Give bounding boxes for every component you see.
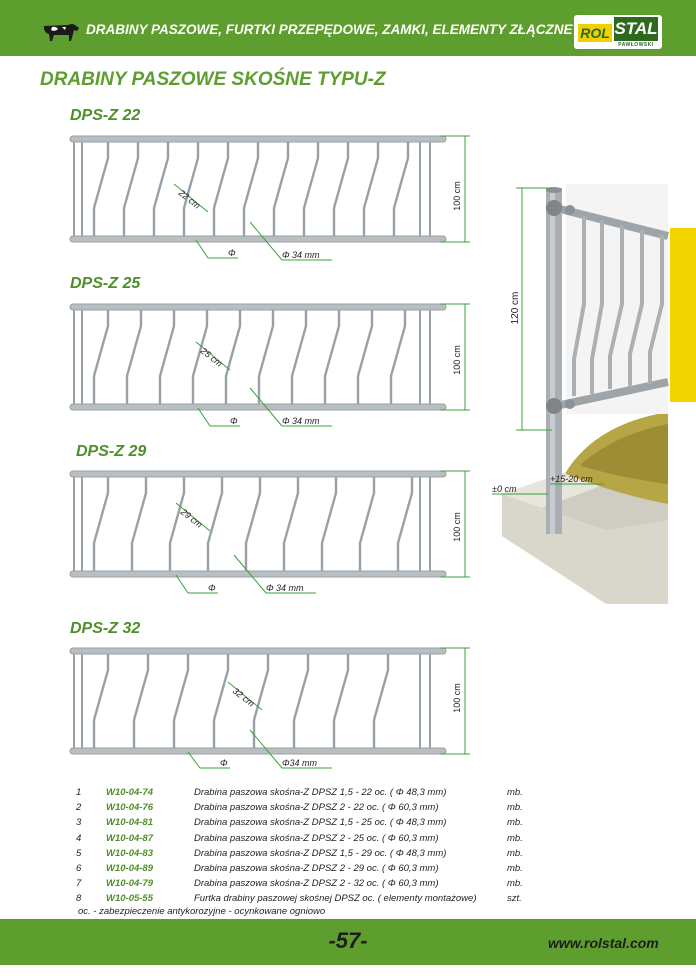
footnote: oc. - zabezpieczenie antykorozyjne - ocynkowane ogniowo <box>78 906 326 917</box>
part-unit: mb. <box>507 817 523 829</box>
logo-subtitle: PAWŁOWSKI <box>618 42 654 48</box>
z-bar <box>94 654 108 748</box>
table-row <box>68 846 547 861</box>
part-description: Drabina paszowa skośna-Z DPSZ 2 - 22 oc. ( Φ 60,3 mm) <box>194 802 439 814</box>
rolstal-logo <box>574 15 662 49</box>
z-bar <box>226 310 240 404</box>
part-code: W10-04-81 <box>106 817 153 829</box>
z-bar <box>364 142 378 236</box>
table-row <box>68 876 547 891</box>
z-bar <box>132 477 146 571</box>
z-bar <box>254 654 268 748</box>
part-number: 1 <box>76 787 82 799</box>
z-bar <box>358 310 372 404</box>
z-bar <box>134 654 148 748</box>
page-heading: DRABINY PASZOWE SKOŚNE TYPU-Z <box>40 69 386 90</box>
part-description: Drabina paszowa skośna-Z DPSZ 2 - 29 oc. ( Φ 60,3 mm) <box>194 863 439 875</box>
z-bar <box>294 654 308 748</box>
ladder-drawing-dpsz-32 <box>60 640 490 780</box>
z-bar <box>94 310 108 404</box>
z-bar <box>160 310 174 404</box>
cow-icon <box>40 20 80 42</box>
z-bar <box>94 477 108 571</box>
part-code: W10-04-76 <box>106 802 153 814</box>
ladder-drawing-dpsz-22 <box>60 128 490 268</box>
part-unit: mb. <box>507 863 523 875</box>
phi-label: Φ <box>230 416 238 426</box>
installation-photo <box>486 184 670 604</box>
part-number: 6 <box>76 863 82 875</box>
part-description: Drabina paszowa skośna-Z DPSZ 2 - 25 oc. ( Φ 60,3 mm) <box>194 832 439 844</box>
z-bar <box>214 142 228 236</box>
part-unit: mb. <box>507 802 523 814</box>
z-bar <box>334 142 348 236</box>
z-bar <box>174 654 188 748</box>
pipe-label: Φ34 mm <box>282 758 318 768</box>
part-description: Furtka drabiny paszowej skośnej DPSZ oc. ( elementy montażowe) <box>194 893 477 905</box>
table-row <box>68 785 547 800</box>
table-row <box>68 861 547 876</box>
top-rail <box>70 304 446 310</box>
spacing-label: 22 cm <box>176 187 203 211</box>
part-code: W10-05-55 <box>106 893 153 905</box>
z-bar <box>170 477 184 571</box>
part-unit: mb. <box>507 878 523 890</box>
top-rail <box>70 648 446 654</box>
part-code: W10-04-83 <box>106 847 153 859</box>
part-number: 4 <box>76 832 82 844</box>
z-bar <box>154 142 168 236</box>
phi-label: Φ <box>220 758 228 768</box>
part-description: Drabina paszowa skośna-Z DPSZ 2 - 32 oc. ( Φ 60,3 mm) <box>194 878 439 890</box>
part-unit: mb. <box>507 787 523 799</box>
photo-level-label: ±0 cm <box>492 484 517 494</box>
website-link[interactable]: www.rolstal.com <box>548 935 659 951</box>
z-bar <box>394 142 408 236</box>
ladder-drawing-dpsz-29 <box>60 463 490 603</box>
z-bar <box>94 142 108 236</box>
top-rail <box>70 471 446 477</box>
part-number: 5 <box>76 847 82 859</box>
table-row <box>68 815 547 830</box>
z-bar <box>292 310 306 404</box>
part-number: 7 <box>76 878 82 890</box>
page-number: -57- <box>328 928 368 953</box>
pipe-label: Φ 34 mm <box>282 416 320 426</box>
part-description: Drabina paszowa skośna-Z DPSZ 1,5 - 22 oc. ( Φ 48,3 mm) <box>194 787 447 799</box>
ladder-drawing-dpsz-25 <box>60 296 490 436</box>
z-bar <box>208 477 222 571</box>
table-row <box>68 800 547 815</box>
spacing-label: 29 cm <box>178 506 205 530</box>
z-bar <box>244 142 258 236</box>
model-title-2: DPS-Z 25 <box>70 275 141 292</box>
part-description: Drabina paszowa skośna-Z DPSZ 1,5 - 29 oc. ( Φ 48,3 mm) <box>194 847 447 859</box>
photo-height-label: 120 cm <box>510 291 521 325</box>
part-code: W10-04-87 <box>106 832 153 844</box>
z-bar <box>259 310 273 404</box>
part-unit: szt. <box>507 893 522 905</box>
z-bar <box>304 142 318 236</box>
top-rail <box>70 136 446 142</box>
table-row <box>68 891 547 906</box>
logo-stal: STAL <box>614 17 658 41</box>
part-description: Drabina paszowa skośna-Z DPSZ 1,5 - 25 oc. ( Φ 48,3 mm) <box>194 817 447 829</box>
height-label: 100 cm <box>452 512 462 542</box>
bottom-rail <box>70 236 446 242</box>
z-bar <box>391 310 405 404</box>
photo-offset-label: +15-20 cm <box>550 474 593 484</box>
parts-table <box>68 785 547 907</box>
spacing-label: 32 cm <box>230 685 257 709</box>
height-label: 100 cm <box>452 345 462 375</box>
height-label: 100 cm <box>452 683 462 713</box>
height-label: 100 cm <box>452 181 462 211</box>
pipe-label: Φ 34 mm <box>282 250 320 260</box>
table-row <box>68 831 547 846</box>
part-code: W10-04-89 <box>106 863 153 875</box>
bottom-rail <box>70 571 446 577</box>
part-unit: mb. <box>507 832 523 844</box>
part-code: W10-04-74 <box>106 787 153 799</box>
z-bar <box>325 310 339 404</box>
header-title: DRABINY PASZOWE, FURTKI PRZEPĘDOWE, ZAMKI, ELEMENTY ZŁĄCZNE <box>86 22 573 37</box>
part-unit: mb. <box>507 847 523 859</box>
model-title-4: DPS-Z 32 <box>70 620 141 637</box>
part-code: W10-04-79 <box>106 878 153 890</box>
spacing-label: 25 cm <box>198 345 225 369</box>
z-bar <box>127 310 141 404</box>
phi-label: Φ <box>208 583 216 593</box>
z-bar <box>334 654 348 748</box>
model-title-3: DPS-Z 29 <box>76 443 147 460</box>
z-bar <box>360 477 374 571</box>
model-title-1: DPS-Z 22 <box>70 107 141 124</box>
part-number: 8 <box>76 893 82 905</box>
z-bar <box>398 477 412 571</box>
z-bar <box>274 142 288 236</box>
z-bar <box>284 477 298 571</box>
side-tab-marker <box>670 228 696 402</box>
pipe-label: Φ 34 mm <box>266 583 304 593</box>
bottom-rail <box>70 404 446 410</box>
z-bar <box>124 142 138 236</box>
logo-rol: ROL <box>578 24 612 42</box>
z-bar <box>246 477 260 571</box>
part-number: 3 <box>76 817 82 829</box>
phi-label: Φ <box>228 248 236 258</box>
z-bar <box>322 477 336 571</box>
z-bar <box>374 654 388 748</box>
bottom-rail <box>70 748 446 754</box>
z-bar <box>214 654 228 748</box>
part-number: 2 <box>76 802 82 814</box>
